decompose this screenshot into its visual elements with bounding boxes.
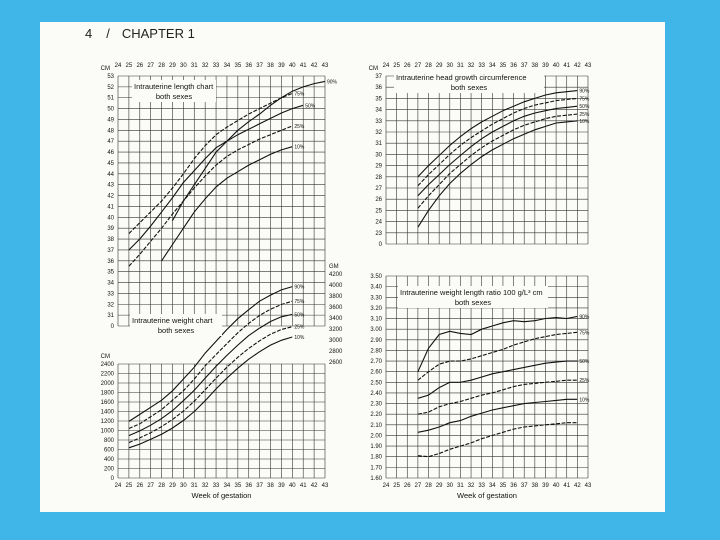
header-separator: / [106,26,110,41]
ratio-x-tick: 33 [478,483,486,489]
ratio-y-tick: 3.10 [370,316,382,323]
page-number: 4 [85,26,93,41]
ratio-x-tick: 30 [446,483,454,489]
head-top-x-tick: 36 [510,63,517,69]
head-y-axis-label: CM [368,66,378,72]
weight-x-tick: 33 [212,483,220,489]
ratio-x-tick: 27 [414,483,422,489]
head-series-label: 90% [579,88,590,95]
ratio-x-tick: 34 [488,483,496,489]
weight-y-tick: 1800 [100,390,114,397]
head-y-tick: 27 [375,186,382,192]
length-top-x-tick: 31 [190,63,198,69]
length-top-x-tick: 36 [245,63,253,69]
ratio-x-axis-label: Week of gestation [457,491,517,500]
length-top-x-tick: 40 [288,63,296,69]
ratio-x-tick: 40 [552,483,560,489]
weight-series-label: 75% [294,299,305,306]
head-series-line [418,121,578,227]
weight-series-label: 25% [294,324,305,331]
ratio-y-tick: 2.70 [370,359,382,366]
ratio-subtitle: both sexes [454,298,492,307]
length-series-label: 25% [294,124,305,130]
weight-series-label: 90% [294,284,305,291]
length-top-x-tick: 43 [321,63,329,69]
head-y-tick: 31 [375,141,382,148]
ratio-y-tick: 2.80 [370,348,382,355]
ratio-y-tick: 2.00 [370,433,382,440]
length-y-tick: 41 [107,204,114,211]
length-y-tick: 42 [107,193,114,200]
ratio-y-tick: 3.50 [370,274,382,280]
weight-y-axis-label: CM [100,354,110,360]
weight-y-tick-right: 3400 [329,316,343,322]
weight-series-label: 50% [294,312,305,319]
length-top-x-tick: 39 [278,63,285,69]
length-top-x-tick: 28 [158,63,165,69]
length-y-tick: 35 [107,269,114,276]
weight-y-tick: 600 [103,447,114,454]
length-top-x-tick: 27 [147,63,155,69]
ratio-y-tick: 2.60 [370,369,382,376]
ratio-x-tick: 43 [584,483,592,489]
length-top-x-tick: 41 [299,63,307,69]
head-series-line [418,91,578,177]
ratio-y-tick: 1.60 [370,476,382,482]
weight-y-tick: 0 [110,476,114,482]
weight-y-tick-right: 2600 [329,360,343,366]
ratio-y-tick: 3.20 [370,305,382,312]
weight-x-axis-label: Week of gestation [191,491,252,500]
weight-x-tick: 38 [267,483,274,489]
weight-x-tick: 42 [310,483,318,489]
head-y-tick: 28 [375,174,382,181]
length-title: Intrauterine length chart [134,82,214,91]
growth-charts [40,22,665,512]
weight-x-tick: 34 [223,483,231,489]
length-y-tick: 43 [107,182,114,189]
head-y-tick: 23 [375,230,382,237]
length-series-label: 90% [327,79,338,86]
length-y-tick: 37 [107,247,114,254]
weight-y-tick: 2200 [100,371,114,378]
ratio-series-label: 10% [579,397,590,404]
length-top-x-tick: 35 [234,63,242,69]
ratio-x-tick: 41 [563,483,571,489]
ratio-y-tick: 1.70 [370,465,382,472]
weight-y-tick: 800 [103,438,114,444]
ratio-x-tick: 29 [435,483,443,489]
ratio-y-tick: 2.50 [370,380,382,387]
head-top-x-tick: 40 [552,63,560,69]
weight-x-tick: 30 [180,483,187,489]
length-y-tick: 31 [107,313,114,320]
head-series-label: 50% [579,104,590,111]
head-y-tick: 24 [375,219,382,226]
weight-title: Intrauterine weight chart [132,316,213,325]
length-series-label: 10% [294,144,305,151]
weight-x-tick: 43 [321,483,329,489]
weight-x-tick: 29 [169,483,176,489]
length-subtitle: both sexes [155,92,193,101]
weight-y-tick: 2400 [100,362,114,368]
weight-x-tick: 24 [114,483,122,489]
length-y-tick: 50 [107,106,114,113]
ratio-y-tick: 1.80 [370,454,382,461]
weight-x-tick: 28 [158,483,165,489]
weight-y-tick: 1400 [100,409,114,416]
head-top-x-tick: 27 [414,63,422,69]
length-y-tick: 44 [107,171,114,178]
length-top-x-tick: 32 [201,63,209,69]
length-y-tick: 45 [107,160,114,167]
length-y-tick: 52 [107,84,114,91]
length-y-tick: 39 [107,226,114,233]
weight-x-tick: 27 [147,483,155,489]
ratio-x-tick: 38 [531,483,539,489]
length-y-axis-label: CM [100,66,110,72]
weight-y-tick-right: 2800 [329,349,343,355]
ratio-x-tick: 32 [467,483,475,489]
ratio-series-label: 90% [579,314,590,321]
head-y-tick: 36 [375,85,382,92]
head-top-x-tick: 42 [574,63,581,69]
weight-grid [118,364,325,478]
weight-x-tick: 25 [125,483,133,489]
head-top-x-tick: 33 [478,63,486,69]
weight-series-line [129,287,292,422]
head-top-x-tick: 43 [584,63,592,69]
length-y-tick: 34 [107,280,114,287]
head-title: Intrauterine head growth circumference [396,73,527,82]
head-series-label: 10% [579,118,590,125]
weight-x-tick: 40 [288,483,296,489]
ratio-series-label: 25% [579,378,590,385]
weight-x-tick: 41 [299,483,307,489]
ratio-x-tick: 37 [520,483,528,489]
length-top-x-tick: 24 [114,63,122,69]
head-y-tick: 33 [375,118,382,125]
head-top-x-tick: 25 [393,63,400,69]
head-series-line [418,114,578,208]
ratio-y-tick: 2.30 [370,401,382,408]
head-subtitle: both sexes [450,83,488,92]
weight-x-tick: 31 [190,483,198,489]
weight-y-tick-right: 4200 [329,272,343,278]
ratio-y-tick: 3.30 [370,295,382,302]
chapter-title: CHAPTER 1 [121,26,195,41]
length-y-tick: 38 [107,237,114,244]
head-grid [386,76,588,244]
length-y-tick: 51 [107,95,114,102]
ratio-y-tick: 2.20 [370,412,382,419]
length-series-line [129,126,292,266]
head-y-tick: 26 [375,197,382,204]
length-y-tick: 32 [107,302,114,309]
length-top-x-tick: 34 [223,63,231,69]
head-y-tick: 37 [375,74,382,80]
weight-y-tick: 1000 [100,428,114,435]
weight-y-tick: 2000 [100,381,114,387]
weight-x-tick: 32 [201,483,209,489]
ratio-x-tick: 39 [542,483,549,489]
head-y-tick: 25 [375,208,382,215]
length-y-tick: 53 [107,74,114,80]
ratio-y-tick: 3.40 [370,284,382,291]
head-top-x-tick: 29 [435,63,443,69]
ratio-x-tick: 31 [457,483,464,489]
length-top-x-tick: 37 [256,63,263,69]
head-top-x-tick: 26 [403,63,411,69]
head-top-x-tick: 30 [446,63,454,69]
length-y-tick: 48 [107,128,114,135]
length-top-x-tick: 29 [169,63,176,69]
head-series-label: 25% [579,112,590,119]
weight-y-tick-right: 3600 [329,305,343,311]
ratio-series-line [418,399,578,432]
ratio-x-tick: 26 [403,483,411,489]
ratio-x-tick: 42 [574,483,581,489]
weight-x-tick: 26 [136,483,144,489]
length-top-x-tick: 30 [180,63,187,69]
head-top-x-tick: 41 [563,63,571,69]
weight-x-tick: 37 [256,483,263,489]
head-top-x-tick: 34 [488,63,496,69]
head-top-x-tick: 28 [425,63,432,69]
length-top-x-tick: 25 [125,63,133,69]
weight-y-tick: 200 [103,466,114,473]
ratio-x-tick: 36 [510,483,517,489]
head-top-x-tick: 32 [467,63,475,69]
ratio-y-tick: 1.90 [370,444,382,451]
book-page [40,22,665,512]
head-top-x-tick: 24 [382,63,390,69]
ratio-series-label: 75% [579,330,590,337]
head-top-x-tick: 35 [499,63,507,69]
head-y-tick: 30 [375,152,382,159]
ratio-y-tick: 2.90 [370,337,382,344]
weight-x-tick: 35 [234,483,242,489]
weight-y-tick: 1600 [100,400,114,406]
head-top-x-tick: 38 [531,63,539,69]
weight-y-tick-right: 4000 [329,283,343,289]
length-series-label: 50% [305,103,316,110]
length-top-x-tick: 33 [212,63,220,69]
ratio-y-tick: 2.40 [370,390,382,397]
head-series-label: 75% [579,96,590,103]
length-top-x-tick: 38 [267,63,274,69]
weight-y-axis-right-label: GM [329,264,339,270]
head-y-tick: 35 [375,96,382,103]
ratio-title: Intrauterine weight length ratio 100 g/L³ cm [400,288,543,297]
length-y-tick: 47 [107,139,114,146]
ratio-series-line [418,423,578,457]
weight-subtitle: both sexes [157,326,195,335]
ratio-series-label: 50% [579,359,590,366]
ratio-x-tick: 35 [499,483,507,489]
ratio-y-tick: 3.00 [370,327,382,334]
head-top-x-tick: 37 [520,63,528,69]
head-y-tick: 34 [375,107,382,114]
weight-y-tick-right: 3000 [329,338,343,344]
weight-series-label: 10% [294,335,305,342]
ratio-x-tick: 25 [393,483,400,489]
weight-series-line [129,327,292,443]
length-series-label: 75% [294,91,305,98]
length-y-tick: 46 [107,150,114,157]
head-top-x-tick: 31 [457,63,464,69]
head-y-tick: 32 [375,130,382,136]
length-series-line [129,93,292,233]
weight-x-tick: 36 [245,483,253,489]
ratio-x-tick: 24 [382,483,390,489]
length-y-tick: 33 [107,291,114,298]
ratio-x-tick: 28 [425,483,432,489]
length-y-tick: 40 [107,215,114,222]
weight-y-tick-right: 3200 [329,327,343,333]
weight-y-tick: 1200 [100,419,114,425]
head-y-tick: 29 [375,163,382,170]
head-y-tick: 0 [378,242,382,248]
length-top-x-tick: 42 [310,63,318,69]
head-top-x-tick: 39 [542,63,549,69]
ratio-y-tick: 2.10 [370,422,382,429]
weight-x-tick: 39 [278,483,285,489]
length-y-tick: 49 [107,117,114,124]
length-y-tick: 36 [107,258,114,265]
weight-y-tick: 400 [103,457,114,463]
length-top-x-tick: 26 [136,63,144,69]
length-y-tick: 0 [110,324,114,330]
weight-y-tick-right: 3800 [329,294,343,300]
